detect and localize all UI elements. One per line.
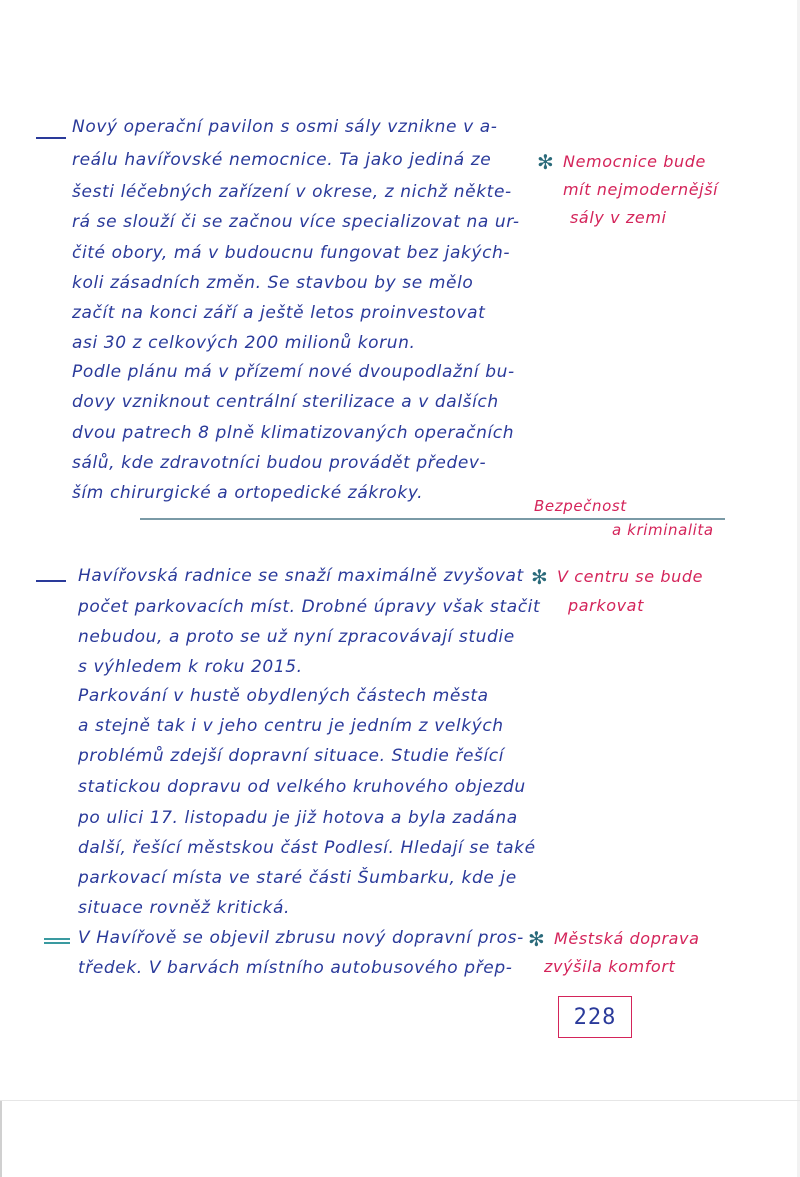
note-line: parkovat	[568, 596, 644, 615]
text-line: parkovací místa ve staré části Šumbarku, kde je	[78, 868, 517, 888]
text-line: tředek. V barvách místního autobusového přep-	[78, 958, 513, 978]
text-line: situace rovněž kritická.	[78, 898, 291, 918]
scan-edge	[0, 1100, 800, 1101]
text-line: po ulici 17. listopadu je již hotova a byla zadána	[78, 808, 518, 828]
paragraph-dash	[36, 137, 66, 139]
note-line: sály v zemi	[570, 208, 667, 227]
note-line: V centru se bude	[557, 567, 704, 586]
text-line: Nový operační pavilon s osmi sály vznikne v a-	[72, 117, 498, 137]
note-line: zvýšila komfort	[544, 957, 676, 976]
asterisk-icon: ✻	[531, 565, 548, 589]
text-line: statickou dopravu od velkého kruhového objezdu	[78, 777, 526, 797]
text-line: začít na konci září a ještě letos proinvestovat	[72, 303, 486, 323]
text-line: reálu havířovské nemocnice. Ta jako jediná ze	[72, 150, 492, 170]
text-line: další, řešící městskou část Podlesí. Hledají se také	[78, 838, 536, 858]
note-line: mít nejmodernější	[563, 180, 719, 199]
text-line: dovy vzniknout centrální sterilizace a v dalších	[72, 392, 499, 412]
asterisk-icon: ✻	[537, 150, 554, 174]
page-number: 228	[573, 1004, 617, 1030]
text-line: šesti léčebných zařízení v okrese, z nichž někte-	[72, 182, 512, 202]
text-line: čité obory, má v budoucnu fungovat bez jakých-	[72, 243, 511, 263]
text-line: s výhledem k roku 2015.	[78, 657, 303, 677]
paragraph-dash	[36, 580, 66, 582]
text-line: dvou patrech 8 plně klimatizovaných operačních	[72, 423, 515, 443]
section-heading: a kriminalita	[612, 521, 714, 539]
text-line: problémů zdejší dopravní situace. Studie řešící	[78, 746, 505, 766]
text-line: rá se slouží či se začnou více specializovat na ur-	[72, 212, 520, 232]
section-divider	[140, 518, 725, 520]
section-heading: Bezpečnost	[534, 497, 627, 515]
paragraph-dash	[44, 942, 70, 944]
note-line: Městská doprava	[554, 929, 700, 948]
text-line: nebudou, a proto se už nyní zpracovávají studie	[78, 627, 515, 647]
text-line: Parkování v hustě obydlených částech města	[78, 686, 489, 706]
text-line: Podle plánu má v přízemí nové dvoupodlažní bu-	[72, 362, 515, 382]
paragraph-dash	[44, 938, 70, 940]
text-line: sálů, kde zdravotníci budou provádět předev-	[72, 453, 487, 473]
text-line: Havířovská radnice se snaží maximálně zvyšovat	[78, 566, 524, 586]
scan-edge	[0, 1100, 2, 1177]
text-line: ším chirurgické a ortopedické zákroky.	[72, 483, 424, 503]
text-line: a stejně tak i v jeho centru je jedním z velkých	[78, 716, 504, 736]
text-line: počet parkovacích míst. Drobné úpravy však stačit	[78, 597, 541, 617]
note-line: Nemocnice bude	[563, 152, 706, 171]
page-number-box	[558, 996, 632, 1038]
asterisk-icon: ✻	[528, 927, 545, 951]
text-line: asi 30 z celkových 200 milionů korun.	[72, 333, 416, 353]
text-line: koli zásadních změn. Se stavbou by se mělo	[72, 273, 474, 293]
text-line: V Havířově se objevil zbrusu nový dopravní pros-	[78, 928, 524, 948]
